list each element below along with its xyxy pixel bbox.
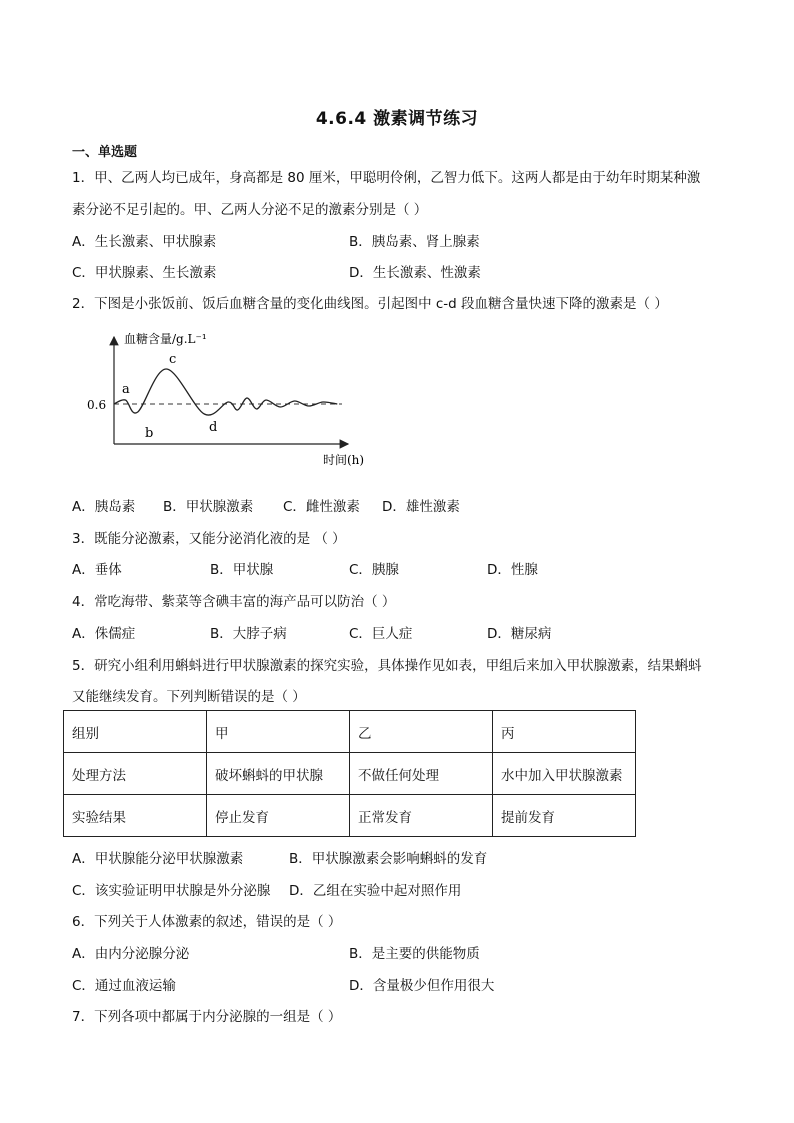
table-cell: 破坏蝌蚪的甲状腺 xyxy=(207,753,350,795)
table-cell: 停止发育 xyxy=(207,795,350,837)
y-tick-label: 0.6 xyxy=(87,398,107,412)
table-cell: 甲 xyxy=(207,711,350,753)
q3-option-b[interactable]: B．甲状腺 xyxy=(210,562,274,578)
page-title: 4.6.4 激素调节练习 xyxy=(315,109,479,129)
section-heading: 一、单选题 xyxy=(72,145,138,160)
q4-option-a[interactable]: A．侏儒症 xyxy=(72,626,136,642)
table-row xyxy=(64,753,636,795)
experiment-table xyxy=(63,710,636,837)
q1-option-c[interactable]: C．甲状腺素、生长激素 xyxy=(72,265,217,281)
q6-stem: 6．下列关于人体激素的叙述，错误的是（ ） xyxy=(72,914,342,930)
table-cell: 乙 xyxy=(350,711,493,753)
q1-option-b[interactable]: B．胰岛素、肾上腺素 xyxy=(349,234,480,250)
table-cell: 提前发育 xyxy=(493,795,636,837)
blood-sugar-curve xyxy=(114,369,337,415)
q6-option-c[interactable]: C．通过血液运输 xyxy=(72,978,176,994)
q6-option-b[interactable]: B．是主要的供能物质 xyxy=(349,946,480,962)
q4-option-c[interactable]: C．巨人症 xyxy=(349,626,413,642)
q1-stem-line2: 素分泌不足引起的。甲、乙两人分泌不足的激素分别是（ ） xyxy=(72,202,428,218)
q1-option-d[interactable]: D．生长激素、性激素 xyxy=(349,265,481,281)
q5-option-d[interactable]: D．乙组在实验中起对照作用 xyxy=(289,883,462,899)
q2-option-d[interactable]: D．雄性激素 xyxy=(382,499,460,515)
table-cell: 组别 xyxy=(64,711,207,753)
q4-stem: 4．常吃海带、紫菜等含碘丰富的海产品可以防治（ ） xyxy=(72,594,396,610)
q5-stem-line2: 又能继续发育。下列判断错误的是（ ） xyxy=(72,689,306,705)
q5-stem-line1: 5．研究小组利用蝌蚪进行甲状腺激素的探究实验，具体操作见如表，甲组后来加入甲状腺激素，结果蝌蚪 xyxy=(72,658,702,674)
q5-option-b[interactable]: B．甲状腺激素会影响蝌蚪的发育 xyxy=(289,851,488,867)
table-cell: 水中加入甲状腺激素 xyxy=(493,753,636,795)
q5-option-c[interactable]: C．该实验证明甲状腺是外分泌腺 xyxy=(72,883,271,899)
q7-stem: 7．下列各项中都属于内分泌腺的一组是（ ） xyxy=(72,1009,342,1025)
q2-option-b[interactable]: B．甲状腺激素 xyxy=(163,499,254,515)
q3-option-a[interactable]: A．垂体 xyxy=(72,562,122,578)
y-axis-label: 血糖含量/g.L⁻¹ xyxy=(124,332,207,346)
blood-sugar-chart xyxy=(87,325,380,475)
q3-stem: 3．既能分泌激素，又能分泌消化液的是 （ ） xyxy=(72,531,346,547)
q4-option-b[interactable]: B．大脖子病 xyxy=(210,626,287,642)
q3-option-c[interactable]: C．胰腺 xyxy=(349,562,399,578)
q2-option-a[interactable]: A．胰岛素 xyxy=(72,499,136,515)
label-b: b xyxy=(145,426,154,441)
q5-option-a[interactable]: A．甲状腺能分泌甲状腺激素 xyxy=(72,851,244,867)
q6-option-d[interactable]: D．含量极少但作用很大 xyxy=(349,978,495,994)
table-cell: 处理方法 xyxy=(64,753,207,795)
q1-option-a[interactable]: A．生长激素、甲状腺素 xyxy=(72,234,217,250)
table-cell: 实验结果 xyxy=(64,795,207,837)
x-axis-label: 时间(h) xyxy=(323,453,365,467)
label-d: d xyxy=(209,420,218,435)
q2-stem: 2．下图是小张饭前、饭后血糖含量的变化曲线图。引起图中 c-d 段血糖含量快速下降的激素是（ ） xyxy=(72,296,668,312)
q2-option-c[interactable]: C．雌性激素 xyxy=(283,499,360,515)
q4-option-d[interactable]: D．糖尿病 xyxy=(487,626,552,642)
table-row xyxy=(64,711,636,753)
q6-option-a[interactable]: A．由内分泌腺分泌 xyxy=(72,946,190,962)
label-a: a xyxy=(122,382,130,397)
table-row xyxy=(64,795,636,837)
label-c: c xyxy=(169,352,177,367)
q1-stem-line1: 1．甲、乙两人均已成年，身高都是 80 厘米，甲聪明伶俐，乙智力低下。这两人都是由于幼年时期某种激 xyxy=(72,170,701,186)
table-cell: 正常发育 xyxy=(350,795,493,837)
table-cell: 不做任何处理 xyxy=(350,753,493,795)
q3-option-d[interactable]: D．性腺 xyxy=(487,562,538,578)
table-cell: 丙 xyxy=(493,711,636,753)
